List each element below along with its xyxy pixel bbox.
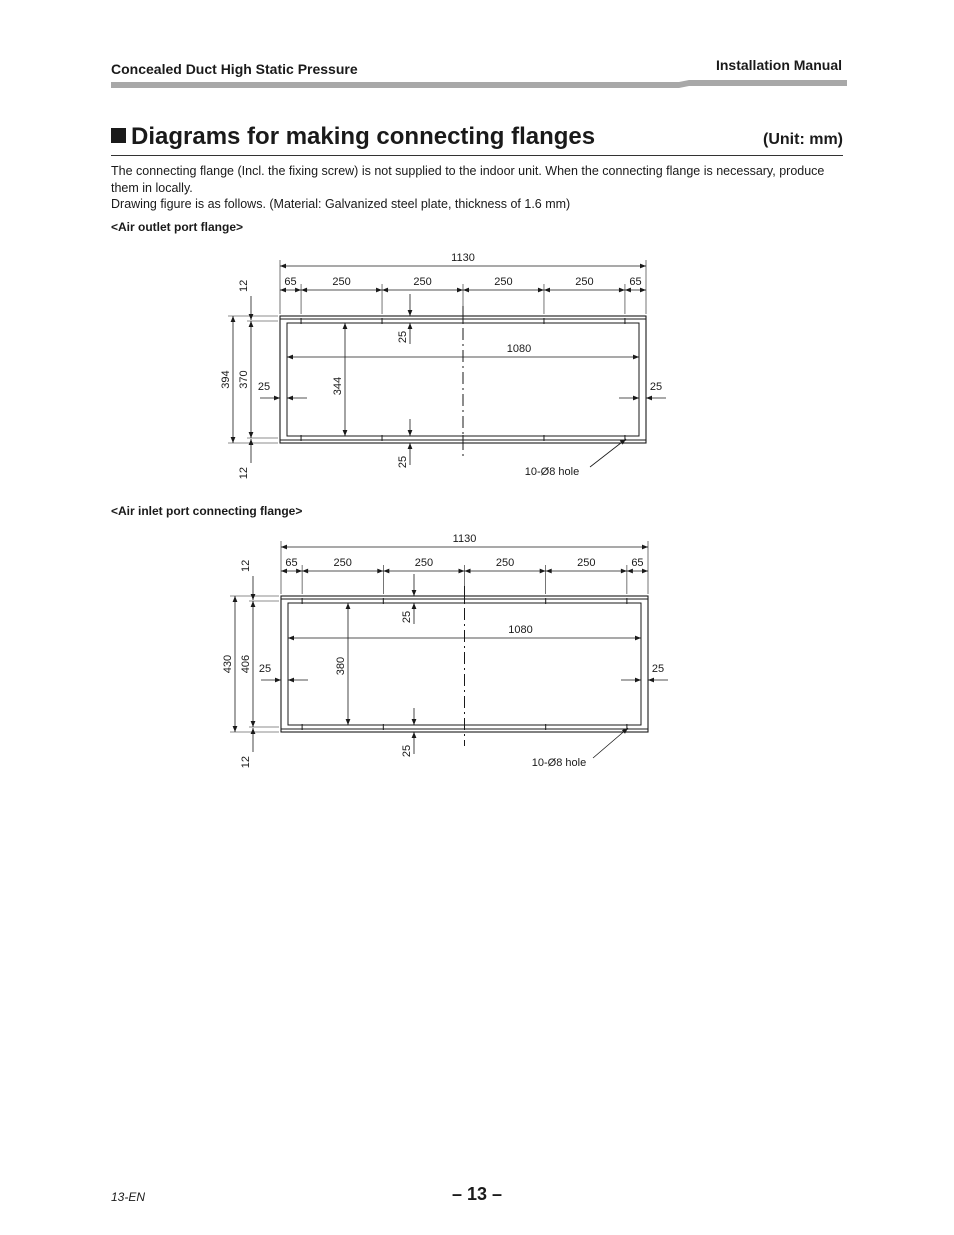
flange-bottom-label: 12 [238, 467, 250, 480]
flange-top-label: 12 [240, 559, 252, 572]
header-manual-label: Installation Manual [715, 57, 842, 73]
inner-height-label: 380 [335, 656, 347, 676]
intro-paragraph-2: Drawing figure is as follows. (Material: Galvanized steel plate, thickness of 1.6 mm) [111, 197, 571, 211]
outlet-flange-drawing [220, 252, 666, 479]
overall-height-label: 394 [220, 370, 232, 389]
pitch-label: 250 [575, 276, 594, 288]
page-code: 13-EN [111, 1190, 146, 1204]
inner-width-label: 1080 [508, 624, 533, 636]
intro-paragraph-1: The connecting flange (Incl. the fixing screw) is not supplied to the indoor unit. When the connecting flange is necessary, produce them in locally. [111, 164, 825, 195]
edge-bottom-label: 25 [397, 455, 409, 469]
hole-span-label: 370 [238, 370, 250, 389]
hole-span-label: 406 [240, 654, 252, 674]
edge-top-label: 25 [401, 610, 413, 624]
edge-left-label: 25 [258, 663, 272, 675]
flange-bottom-label: 12 [240, 756, 252, 769]
pitch-label: 250 [333, 557, 352, 569]
outlet-flange-heading: <Air outlet port flange> [111, 220, 244, 234]
flange-top-label: 12 [238, 279, 250, 292]
pitch-label: 250 [495, 557, 515, 569]
overall-width-label: 1130 [451, 252, 475, 264]
inlet-flange-heading: <Air inlet port connecting flange> [111, 504, 303, 518]
edge-bottom-label: 25 [401, 744, 413, 758]
pitch-label: 250 [494, 276, 513, 288]
overall-width-label: 1130 [452, 533, 477, 545]
section-title: Diagrams for making connecting flanges [111, 123, 595, 151]
edge-right-label: 25 [651, 663, 665, 675]
edge-right-label: 25 [649, 381, 663, 393]
inner-width-label: 1080 [506, 343, 532, 355]
pitch-label: 250 [577, 557, 596, 569]
header-document-title: Concealed Duct High Static Pressure [111, 61, 358, 77]
pitch-label: 250 [414, 557, 434, 569]
overall-height-label: 430 [222, 654, 234, 674]
pitch-label: 65 [629, 276, 642, 288]
unit-label: (Unit: mm) [763, 131, 843, 148]
pitch-label: 65 [285, 557, 298, 569]
edge-left-label: 25 [257, 381, 271, 393]
edge-top-label: 25 [397, 330, 409, 344]
page-number: – 13 – [451, 1184, 503, 1204]
pitch-label: 250 [332, 276, 351, 288]
inner-height-label: 344 [332, 376, 344, 396]
holes-callout-label: 10-Ø8 hole [531, 757, 587, 769]
pitch-label: 65 [284, 276, 297, 288]
holes-callout-label: 10-Ø8 hole [524, 466, 580, 478]
pitch-label: 65 [631, 557, 644, 569]
pitch-label: 250 [413, 276, 432, 288]
inlet-flange-drawing [222, 533, 668, 769]
